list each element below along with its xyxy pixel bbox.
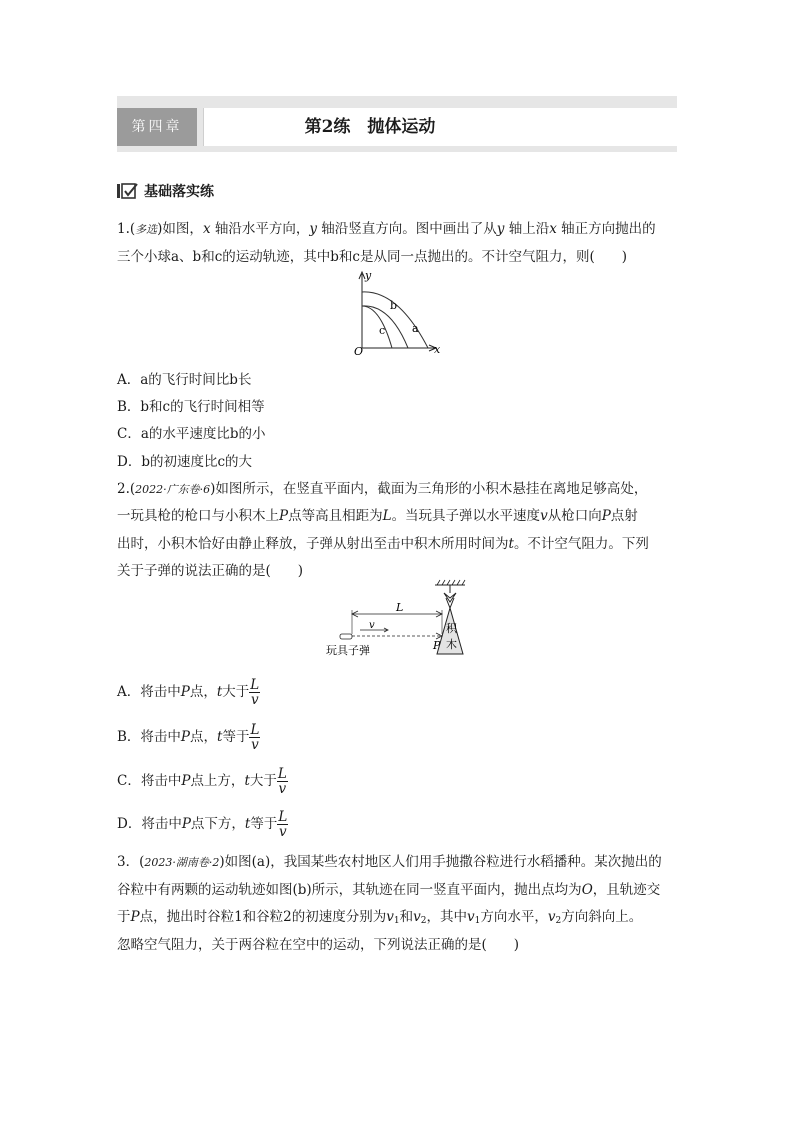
text: D．将击中 <box>117 816 182 832</box>
velocity-label: v <box>369 620 375 631</box>
text: 点，抛出时谷粒1和谷粒2的初速度分别为 <box>139 909 387 925</box>
curve-c-label: c <box>379 324 386 337</box>
q3-line-1 <box>117 850 662 870</box>
q2-gun-block-figure <box>320 578 480 660</box>
block-char-2: 木 <box>446 638 457 651</box>
chapter-tab: 第四章 <box>117 108 197 146</box>
text: )如图(a)，我国某些农村地区人们用手抛撒谷粒进行水稻播种。某次抛出的 <box>219 854 662 870</box>
var-v: v <box>386 909 394 925</box>
text: 从枪口向 <box>547 508 602 524</box>
text: 轴上沿 <box>504 221 550 237</box>
var-y: y <box>309 221 317 237</box>
var-o: O <box>581 882 593 898</box>
q2-line-4: 关于子弹的说法正确的是( ) <box>117 563 304 579</box>
q1-line-1 <box>117 217 656 237</box>
var-t: t <box>244 816 251 832</box>
fraction <box>249 678 260 707</box>
var-p: P <box>601 508 611 524</box>
text: 等于 <box>250 816 278 832</box>
var-v: v <box>467 909 475 925</box>
q1-option-b[interactable]: B．b和c的飞行时间相等 <box>117 399 265 415</box>
var-p: P <box>180 729 191 745</box>
q2-option-b[interactable] <box>117 723 260 752</box>
var-t: t <box>216 684 223 700</box>
distance-label: L <box>396 601 404 614</box>
var-p: P <box>181 816 191 832</box>
text: 3．( <box>117 854 145 870</box>
q2-line-1 <box>117 477 647 497</box>
axis-y-label: y <box>365 269 372 282</box>
text: 点， <box>189 684 217 700</box>
q3-line-4: 忽略空气阻力，关于两谷粒在空中的运动，下列说法正确的是( ) <box>117 937 520 953</box>
var-t: t <box>508 536 514 552</box>
q3-line-3 <box>117 905 642 926</box>
text: 谷粒中有两颗的运动轨迹如图(b)所示，其轨迹在同一竖直平面内，抛出点均为 <box>117 882 582 898</box>
text: 大于 <box>249 773 277 789</box>
page-title: 第2练 抛体运动 <box>304 117 436 137</box>
numerator: L <box>250 722 260 738</box>
var-v: v <box>540 508 548 524</box>
text: 1.( <box>117 221 136 237</box>
q1-option-c[interactable]: C．a的水平速度比b的小 <box>117 426 266 442</box>
text: 点等高且相距为 <box>288 508 383 524</box>
text: 点下方， <box>190 816 245 832</box>
q2-option-d[interactable] <box>117 810 288 839</box>
text: )如图所示，在竖直平面内，截面为三角形的小积木悬挂在离地足够高处， <box>210 481 648 497</box>
section-title: 基础落实练 <box>144 184 214 200</box>
var-x: x <box>549 221 557 237</box>
text: 。不计空气阻力。下列 <box>513 536 649 552</box>
text: 轴正方向抛出的 <box>556 221 656 237</box>
var-t: t <box>217 729 223 745</box>
fraction <box>277 810 288 839</box>
subscript: 1 <box>393 916 400 926</box>
var-l: L <box>382 508 392 524</box>
text: 于 <box>117 909 131 925</box>
curve-b-label: b <box>390 299 398 312</box>
denominator: v <box>279 824 287 840</box>
subscript: 2 <box>555 916 562 926</box>
q1-option-a[interactable]: A．a的飞行时间比b长 <box>117 372 252 388</box>
text: ，其中 <box>426 909 468 925</box>
q2-option-a[interactable] <box>117 678 260 707</box>
text: 方向斜向上。 <box>561 909 643 925</box>
bullet-label: 玩具子弹 <box>326 644 370 657</box>
denominator: v <box>278 781 287 797</box>
text: A．将击中 <box>117 684 181 700</box>
q2-option-c[interactable] <box>117 767 288 796</box>
multi-tag: 多选 <box>135 223 158 236</box>
text: 轴沿竖直方向。图中画出了从 <box>317 221 497 237</box>
text: )如图， <box>157 221 203 237</box>
var-v: v <box>547 909 556 925</box>
checkbox-icon <box>117 182 139 200</box>
var-v: v <box>413 909 421 925</box>
text: 大于 <box>222 684 250 700</box>
text: 点射 <box>610 508 638 524</box>
var-p: P <box>180 684 190 700</box>
text: 轴沿水平方向， <box>210 221 310 237</box>
denominator: v <box>251 737 259 753</box>
var-x: x <box>202 221 211 237</box>
numerator: L <box>250 677 260 693</box>
text: B．将击中 <box>117 729 181 745</box>
source-tag: 2022·广东卷·6 <box>135 483 211 496</box>
text: 点上方， <box>190 773 245 789</box>
fraction <box>249 723 260 752</box>
var-p: P <box>279 508 289 524</box>
text: 方向水平， <box>480 909 548 925</box>
axis-x-label: x <box>434 343 441 356</box>
text: 点， <box>190 729 218 745</box>
subscript: 2 <box>420 916 427 926</box>
q2-line-3 <box>117 532 649 552</box>
block-char-1: 积 <box>446 622 457 635</box>
var-p: P <box>130 909 140 925</box>
subscript: 1 <box>474 916 481 926</box>
origin-label: O <box>354 345 364 358</box>
text: 一玩具枪的枪口与小积木上 <box>117 508 279 524</box>
fraction <box>277 767 288 796</box>
q3-line-2 <box>117 878 660 898</box>
q2-line-2 <box>117 504 638 524</box>
text: C．将击中 <box>117 773 182 789</box>
text: 出时，小积木恰好由静止释放，子弹从射出至击中积木所用时间为 <box>117 536 509 552</box>
var-t: t <box>244 773 250 789</box>
numerator: L <box>278 809 288 825</box>
denominator: v <box>250 692 259 708</box>
var-p: P <box>181 773 191 789</box>
point-p-label: P <box>433 639 441 652</box>
q1-option-d[interactable]: D．b的初速度比c的大 <box>117 454 253 470</box>
numerator: L <box>277 766 287 782</box>
curve-a-label: a <box>412 322 419 335</box>
text: 等于 <box>222 729 250 745</box>
text: 2.( <box>117 481 136 497</box>
q1-line-2: 三个小球a、b和c的运动轨迹，其中b和c是从同一点抛出的。不计空气阻力，则( ) <box>117 249 627 265</box>
q1-trajectory-figure <box>348 268 448 358</box>
source-tag: 2023·湖南卷·2 <box>144 856 220 869</box>
text: ，且轨迹交 <box>592 882 661 898</box>
var-y: y <box>496 221 505 237</box>
text: 。当玩具子弹以水平速度 <box>391 508 541 524</box>
text: 和 <box>399 909 414 925</box>
